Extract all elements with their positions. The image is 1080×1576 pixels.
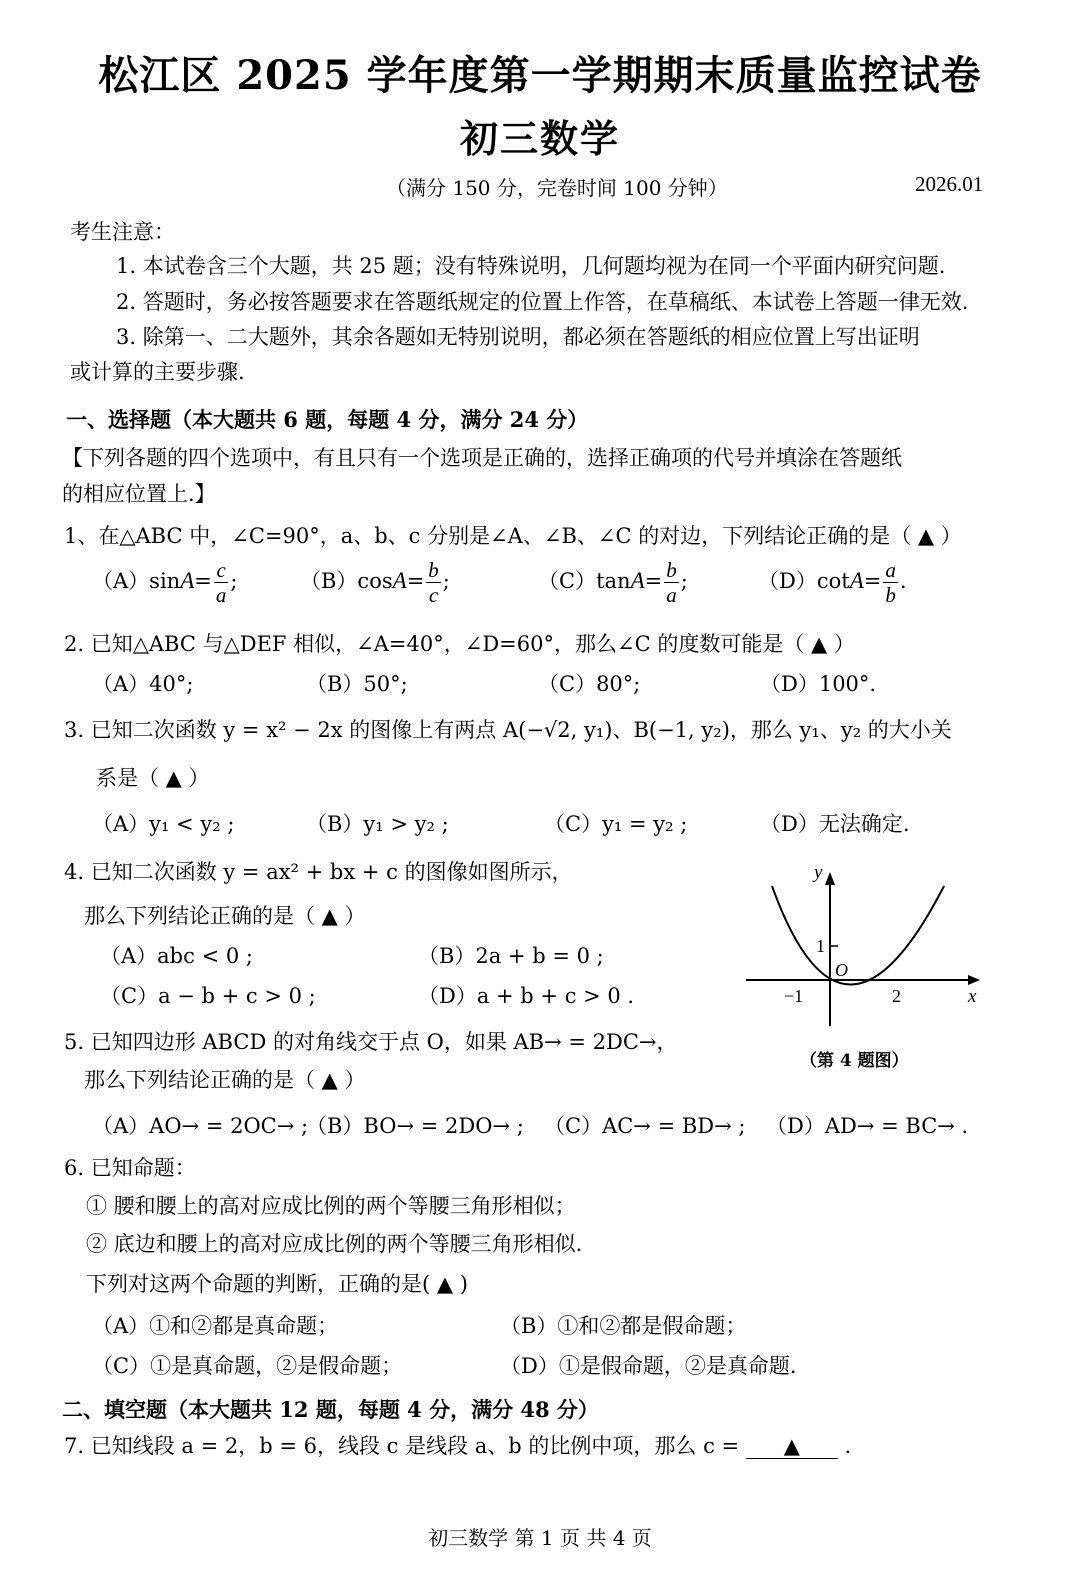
notice-item: 3. 除第一、二大题外，其余各题如无特别说明，都必须在答题纸的相应位置上写出证明 [116, 325, 920, 349]
q6-option-a: （A）①和②都是真命题； [92, 1314, 339, 1338]
q6-proposition-1: ① 腰和腰上的高对应成比例的两个等腰三角形相似； [86, 1194, 576, 1218]
q1-option-d: （D）cotA= $\frac{a}{b}$ . [758, 558, 907, 607]
q1-option-c: （C）tanA= $\frac{b}{a}$ ; [538, 558, 688, 607]
q2-option-c: （C）80°; [538, 672, 641, 696]
notice-item: 2. 答题时，务必按答题要求在答题纸规定的位置上作答，在草稿纸、本试卷上答题一律无效. [116, 290, 969, 314]
q4-figure-caption: （第 4 题图） [800, 1051, 909, 1071]
q6-option-d: （D）①是假命题，②是真命题. [500, 1354, 797, 1378]
q6-proposition-2: ② 底边和腰上的高对应成比例的两个等腰三角形相似. [86, 1232, 583, 1256]
page-footer: 初三数学 第 1 页 共 4 页 [428, 1526, 652, 1550]
q3-option-b: （B）y₁ > y₂ ; [306, 812, 449, 836]
section2-heading: 二、填空题（本大题共 12 题，每题 4 分，满分 48 分） [62, 1397, 599, 1422]
q2-option-a: （A）40°; [92, 672, 194, 696]
q4-stem: 4. 已知二次函数 y = ax² + bx + c 的图像如图所示， [64, 860, 573, 884]
x-axis-label: x [968, 986, 977, 1007]
section1-instruction: 【下列各题的四个选项中，有且只有一个选项是正确的，选择正确项的代号并填涂在答题纸 [62, 446, 902, 470]
q6-option-c: （C）①是真命题，②是假命题； [92, 1354, 403, 1378]
q2-option-b: （B）50°; [306, 672, 408, 696]
y-axis-arrow-icon [825, 872, 835, 885]
x-axis-arrow-icon [968, 975, 980, 985]
exam-meta: （满分 150 分，完卷时间 100 分钟） [386, 176, 728, 200]
section1-instruction: 的相应位置上.】 [62, 482, 216, 506]
q6-ask: 下列对这两个命题的判断，正确的是( ▲ ) [86, 1272, 468, 1296]
q4-option-c: （C）a − b + c > 0 ; [100, 984, 316, 1008]
y-axis-label: y [814, 862, 823, 883]
q1-stem: 1、在△ABC 中，∠C=90°，a、b、c 分别是∠A、∠B、∠C 的对边，下列结论正确的是（ ▲ ） [64, 524, 962, 548]
q5-option-d: （D）AD→ = BC→ . [766, 1114, 969, 1138]
q3-stem-cont: 系是（ ▲ ） [96, 766, 210, 790]
q4-option-a: （A）abc < 0 ; [100, 944, 253, 968]
parabola-curve [772, 886, 944, 985]
q7-stem-text: 7. 已知线段 a = 2，b = 6，线段 c 是线段 a、b 的比例中项，那么 c = [64, 1434, 740, 1458]
q5-stem-cont: 那么下列结论正确的是（ ▲ ） [84, 1068, 366, 1092]
q3-option-d: （D）无法确定. [760, 812, 910, 836]
x-tick-neg1-label: −1 [784, 986, 804, 1006]
q4-parabola-figure [740, 858, 990, 1078]
q4-stem-cont: 那么下列结论正确的是（ ▲ ） [84, 904, 366, 928]
exam-subject: 初三数学 [459, 116, 620, 161]
q2-stem: 2. 已知△ABC 与△DEF 相似，∠A=40°，∠D=60°，那么∠C 的度数可能是（ ▲ ） [64, 632, 855, 656]
q1-option-a: （A）sinA= $\frac{c}{a}$ ; [92, 558, 238, 607]
q2-option-d: （D）100°. [760, 672, 877, 696]
exam-date: 2026.01 [915, 172, 984, 196]
q6-option-b: （B）①和②都是假命题； [500, 1314, 747, 1338]
q7-answer-blank[interactable]: ▲ [746, 1434, 838, 1459]
q5-option-a: （A）AO→ = 2OC→ ; [92, 1114, 309, 1138]
x-tick-2-label: 2 [892, 986, 901, 1006]
q4-option-b: （B）2a + b = 0 ; [418, 944, 604, 968]
q5-option-b: （B）BO→ = 2DO→ ; [306, 1114, 524, 1138]
q3-option-a: （A）y₁ < y₂ ; [92, 812, 235, 836]
exam-title: 松江区 2025 学年度第一学期期末质量监控试卷 [98, 52, 982, 99]
origin-label: O [835, 960, 848, 980]
q4-option-d: （D）a + b + c > 0 . [418, 984, 635, 1008]
q5-stem: 5. 已知四边形 ABCD 的对角线交于点 O，如果 AB→ = 2DC→， [64, 1030, 678, 1054]
q6-stem: 6. 已知命题： [64, 1156, 196, 1180]
notice-item: 1. 本试卷含三个大题，共 25 题；没有特殊说明，几何题均视为在同一个平面内研究问题. [116, 254, 946, 278]
q7-stem-end: . [844, 1434, 852, 1458]
notice-heading: 考生注意： [70, 220, 175, 244]
section1-heading: 一、选择题（本大题共 6 题，每题 4 分，满分 24 分） [66, 407, 589, 432]
y-tick-label: 1 [816, 936, 825, 956]
q7-stem [64, 1430, 851, 1460]
q3-stem: 3. 已知二次函数 y = x² − 2x 的图像上有两点 A(−√2, y₁)、B(−1, y₂)，那么 y₁、y₂ 的大小关 [64, 718, 952, 742]
q3-option-c: （C）y₁ = y₂ ; [544, 812, 688, 836]
q1-option-b: （B）cosA= $\frac{b}{c}$ ; [300, 558, 450, 607]
notice-item: 或计算的主要步骤. [70, 360, 245, 384]
q5-option-c: （C）AC→ = BD→ ; [544, 1114, 746, 1138]
